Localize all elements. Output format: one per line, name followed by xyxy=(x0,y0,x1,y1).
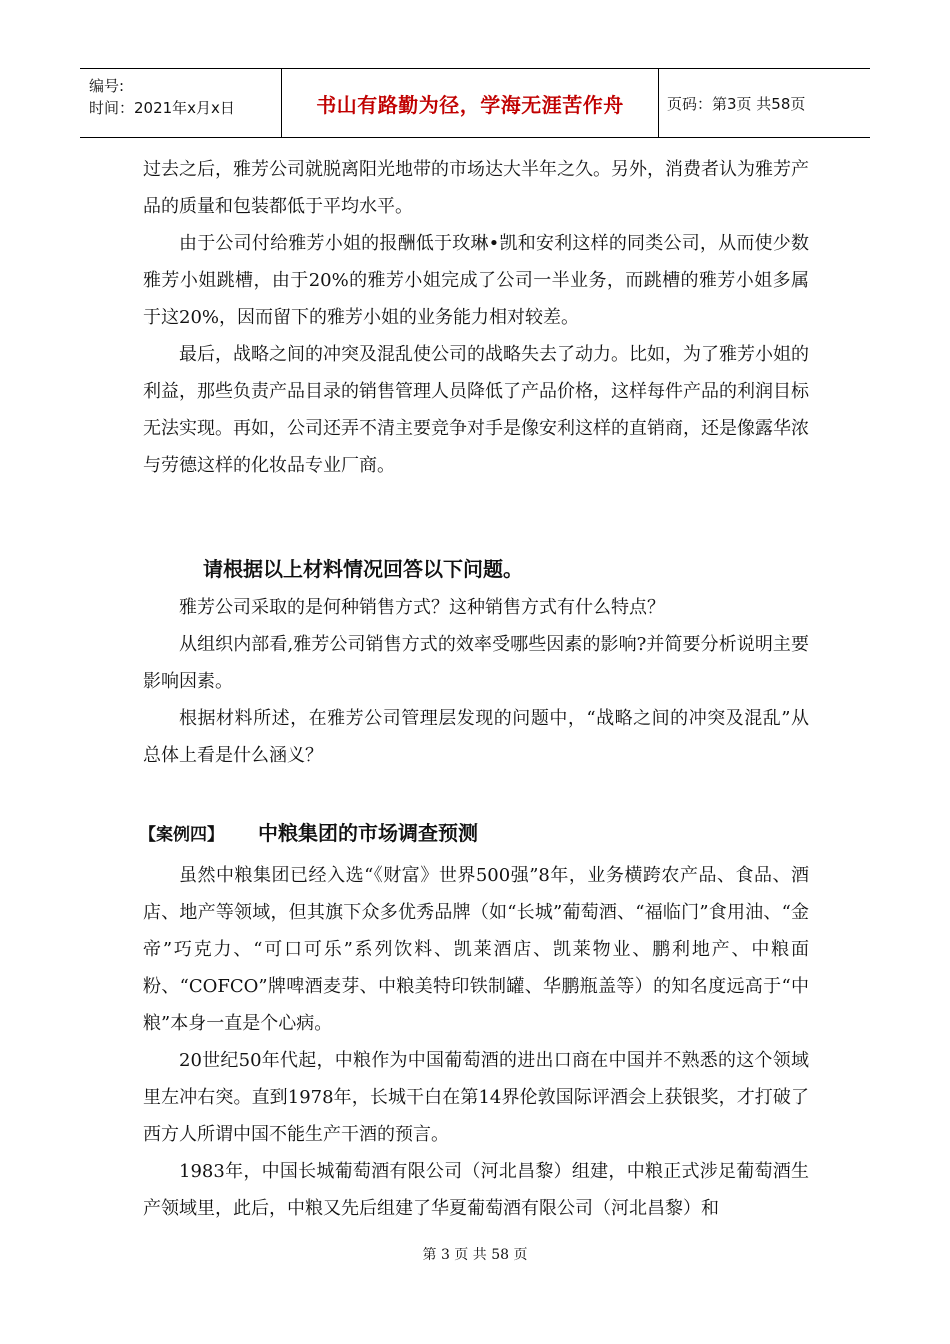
case-tag: 【案例四】 xyxy=(139,825,224,845)
page-footer: 第 3 页 共 58 页 xyxy=(422,1247,528,1263)
document-body xyxy=(139,151,809,1227)
case-paragraph: 1983年，中国长城葡萄酒有限公司（河北昌黎）组建，中粮正式涉足葡萄酒生产领域里，此后，中粮又先后组建了华夏葡萄酒有限公司（河北昌黎）和 xyxy=(143,1161,809,1219)
question-item: 根据材料所述，在雅芳公司管理层发现的问题中，“战略之间的冲突及混乱”从总体上看是什么涵义？ xyxy=(143,708,809,766)
body-paragraph: 过去之后，雅芳公司就脱离阳光地带的市场达大半年之久。另外，消费者认为雅芳产品的质量和包装都低于平均水平。 xyxy=(143,159,809,217)
case-heading xyxy=(139,811,809,857)
document-time-label: 时间：2021年x月x日 xyxy=(89,99,235,117)
body-paragraph: 由于公司付给雅芳小姐的报酬低于玫琳•凯和安利这样的同类公司，从而使少数雅芳小姐跳槽，由于20%的雅芳小姐完成了公司一半业务，而跳槽的雅芳小姐多属于这20%，因而留下的雅芳小姐的业务能力相对较差。 xyxy=(143,233,809,328)
case-title: 中粮集团的市场调查预测 xyxy=(258,821,478,845)
document-number-label: 编号: xyxy=(89,77,125,95)
question-heading: 请根据以上材料情况回答以下问题。 xyxy=(203,557,523,581)
question-item: 从组织内部看,雅芳公司销售方式的效率受哪些因素的影响?并简要分析说明主要影响因素。 xyxy=(143,634,809,692)
header-motto: 书山有路勤为径，学海无涯苦作舟 xyxy=(281,69,659,137)
header-meta xyxy=(80,69,281,137)
case-paragraph: 20世纪50年代起，中粮作为中国葡萄酒的进出口商在中国并不熟悉的这个领域里左冲右突。直到1978年，长城干白在第14界伦敦国际评酒会上获银奖，才打破了西方人所谓中国不能生产干酒的预言。 xyxy=(143,1050,809,1145)
header-page-info: 页码：第3页 共58页 xyxy=(667,94,806,113)
body-paragraph: 最后，战略之间的冲突及混乱使公司的战略失去了动力。比如，为了雅芳小姐的利益，那些负责产品目录的销售管理人员降低了产品价格，这样每件产品的利润目标无法实现。再如，公司还弄不清主要竞争对手是像安利这样的直销商，还是像露华浓与劳德这样的化妆品专业厂商。 xyxy=(143,344,809,476)
question-item: 雅芳公司采取的是何种销售方式？这种销售方式有什么特点？ xyxy=(179,597,665,618)
page-header xyxy=(80,68,870,138)
case-paragraph: 虽然中粮集团已经入选“《财富》世界500强”8年，业务横跨农产品、食品、酒店、地产等领域，但其旗下众多优秀品牌（如“长城”葡萄酒、“福临门”食用油、“金帝”巧克力、“可口可乐”系列饮料、凯莱酒店、凯莱物业、鹏利地产、中粮面粉、“COFCO”牌啤酒麦芽、中粮美特印铁制罐、华鹏瓶盖等）的知名度远高于“中粮”本身一直是个心病。 xyxy=(143,865,809,1034)
